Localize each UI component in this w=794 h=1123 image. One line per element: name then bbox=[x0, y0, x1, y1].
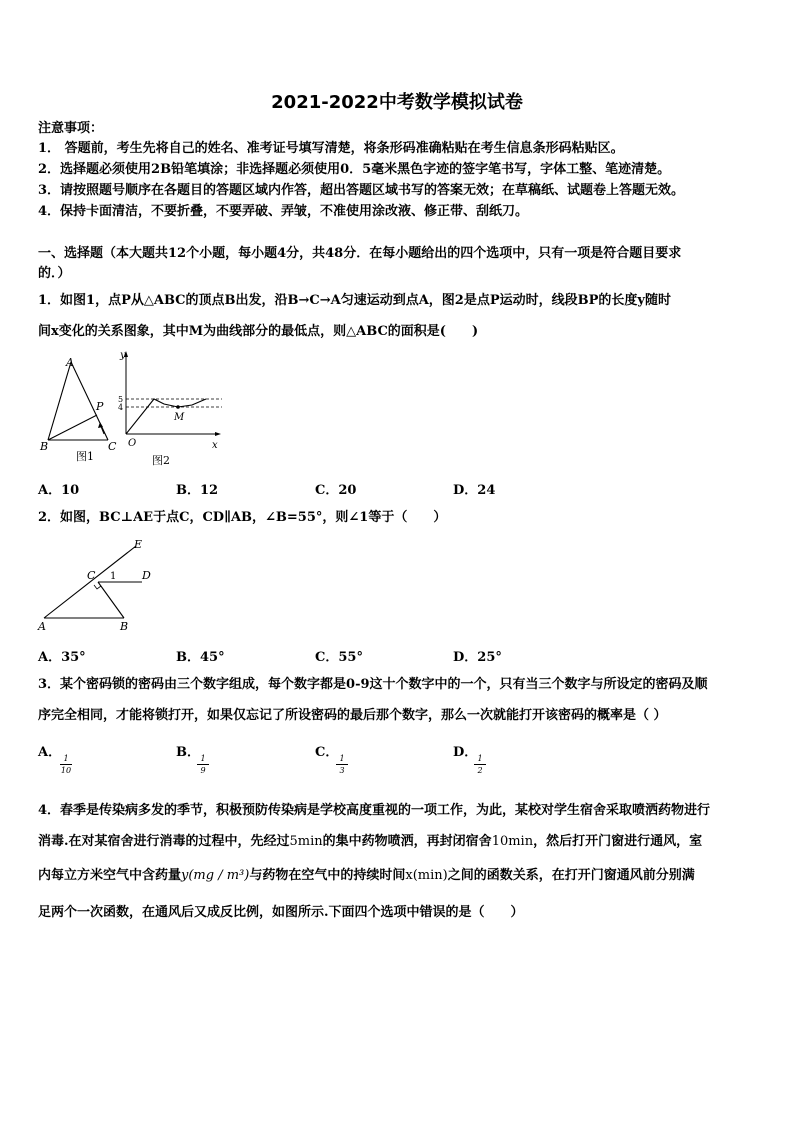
q2-option-c[interactable]: C．55° bbox=[315, 650, 363, 665]
q2-label-b: B bbox=[120, 620, 129, 633]
q1-text-line1: 1．如图1，点P从△ABC的顶点B出发，沿B→C→A匀速运动到点A，图2是点P运动时，线段BP的长度y随时 bbox=[38, 293, 671, 308]
q3-text-line2: 序完全相同，才能将锁打开，如果仅忘记了所设密码的最后那个数字，那么一次就能打开该密码的概率是（ ） bbox=[38, 708, 667, 723]
q2-option-d[interactable]: D．25° bbox=[453, 650, 502, 665]
fig1-label-b: B bbox=[40, 440, 49, 453]
notes-heading: 注意事项： bbox=[38, 121, 104, 136]
q3-option-b[interactable]: B． bbox=[176, 745, 200, 760]
q1-option-c[interactable]: C．20 bbox=[315, 483, 357, 498]
fig1-caption: 图1 bbox=[76, 450, 94, 463]
section-heading-line1: 一、选择题（本大题共12个小题，每小题4分，共48分．在每小题给出的四个选项中，只有一项是符合题目要求 bbox=[38, 246, 682, 261]
exam-title: 2021-2022中考数学模拟试卷 bbox=[271, 92, 523, 113]
q1-text-line2: 间x变化的关系图象，其中M为曲线部分的最低点，则△ABC的面积是( ) bbox=[38, 324, 479, 339]
q3-option-a-fraction: 1 10 bbox=[60, 754, 72, 775]
q3-option-d-fraction: 1 2 bbox=[474, 754, 486, 775]
q2-label-d: D bbox=[142, 569, 151, 582]
q4-y-expression: y(mg / m³) bbox=[181, 868, 250, 883]
fig2-tick-5: 5 bbox=[118, 395, 124, 404]
q4-time-5min: 5min bbox=[289, 834, 323, 849]
q4-time-10min: 10min bbox=[491, 834, 534, 849]
q3-option-b-fraction: 1 9 bbox=[197, 754, 209, 775]
q2-option-a[interactable]: A．35° bbox=[38, 650, 86, 665]
q4-text-line1: 4．春季是传染病多发的季节，积极预防传染病是学校高度重视的一项工作，为此，某校对学生宿舍采取喷洒药物进行 bbox=[38, 803, 711, 818]
q1-option-d[interactable]: D．24 bbox=[453, 483, 496, 498]
q2-label-e: E bbox=[134, 538, 143, 551]
q2-figure bbox=[36, 536, 166, 636]
q4-text-line3: 内每立方米空气中含药量y(mg / m³)与药物在空气中的持续时间x(min)之间的函数关系，在打开门窗通风前分别满 bbox=[38, 868, 695, 883]
fig1-label-a: A bbox=[66, 356, 74, 369]
q1-figure-2 bbox=[114, 350, 226, 468]
q1-option-a[interactable]: A．10 bbox=[38, 483, 80, 498]
q3-option-d[interactable]: D． bbox=[453, 745, 478, 760]
q3-text-line1: 3．某个密码锁的密码由三个数字组成，每个数字都是0-9这十个数字中的一个，只有当三个数字与所设定的密码及顺 bbox=[38, 677, 708, 692]
fig2-label-x: x bbox=[212, 440, 218, 451]
note-item-3: 3．请按照题号顺序在各题目的答题区域内作答，超出答题区域书写的答案无效；在草稿纸、试题卷上答题无效。 bbox=[38, 183, 685, 198]
q2-label-c: C bbox=[87, 569, 96, 582]
q1-figure-1 bbox=[36, 354, 124, 466]
note-item-2: 2．选择题必须使用2B铅笔填涂；非选择题必须使用0．5毫米黑色字迹的签字笔书写，字体工整、笔迹清楚。 bbox=[38, 162, 671, 177]
fig2-label-m: M bbox=[174, 412, 185, 423]
fig1-label-p: P bbox=[96, 400, 104, 413]
section-heading-line2: 的．） bbox=[38, 266, 71, 281]
q2-label-1: 1 bbox=[110, 571, 117, 582]
q3-option-a[interactable]: A． bbox=[38, 745, 62, 760]
fig2-tick-4: 4 bbox=[118, 403, 124, 412]
q4-text-line2: 消毒.在对某宿舍进行消毒的过程中，先经过5min的集中药物喷洒，再封闭宿舍10min，然后打开门窗进行通风，室 bbox=[38, 834, 703, 849]
q1-option-b[interactable]: B．12 bbox=[176, 483, 219, 498]
q4-x-expression: x(min) bbox=[405, 868, 448, 883]
fig2-label-o: O bbox=[128, 438, 137, 449]
q4-text-line4: 足两个一次函数，在通风后又成反比例，如图所示.下面四个选项中错误的是（ ） bbox=[38, 905, 524, 920]
note-item-4: 4．保持卡面清洁，不要折叠，不要弄破、弄皱，不准使用涂改液、修正带、刮纸刀。 bbox=[38, 204, 529, 219]
q3-option-c-fraction: 1 3 bbox=[336, 754, 348, 775]
q2-option-b[interactable]: B．45° bbox=[176, 650, 225, 665]
fig2-label-y: y bbox=[120, 350, 126, 361]
q2-label-a: A bbox=[38, 620, 46, 633]
fig2-caption: 图2 bbox=[152, 454, 170, 467]
note-item-1: 1． 答题前，考生先将自己的姓名、准考证号填写清楚，将条形码准确粘贴在考生信息条形码粘贴区。 bbox=[38, 141, 624, 156]
q2-text: 2．如图，BC⊥AE于点C，CD∥AB，∠B=55°，则∠1等于（ ） bbox=[38, 510, 447, 525]
fig1-label-c: C bbox=[108, 440, 117, 453]
q3-option-c[interactable]: C． bbox=[315, 745, 339, 760]
